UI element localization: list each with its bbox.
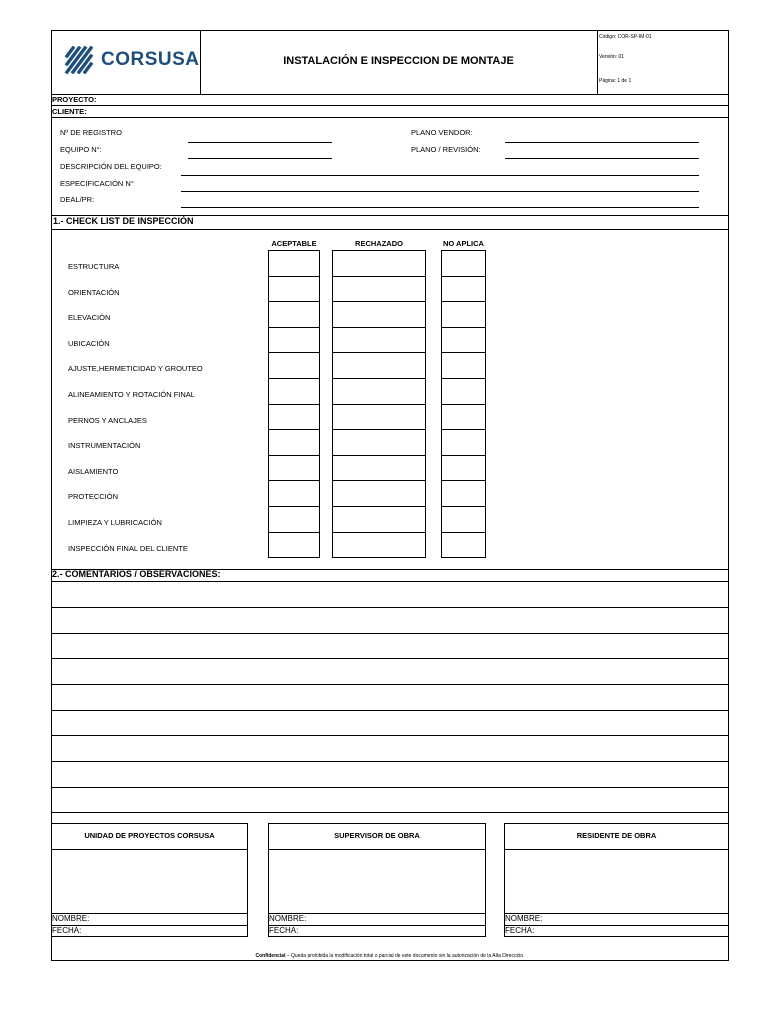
registro-label: Nº DE REGISTRO: [60, 128, 122, 137]
checklist-item-label: UBICACIÓN: [68, 338, 110, 348]
comment-line[interactable]: [51, 684, 729, 685]
signature-nombre-supervisor: NOMBRE:: [269, 914, 307, 923]
registro-field[interactable]: [188, 142, 332, 143]
plano-revision-label: PLANO / REVISIÓN:: [411, 145, 481, 154]
proyecto-line: [51, 105, 729, 106]
checkbox-aceptable[interactable]: [268, 327, 320, 354]
signature-title-supervisor: SUPERVISOR DE OBRA: [334, 831, 420, 840]
comment-line[interactable]: [51, 607, 729, 608]
checklist-item-label: PERNOS Y ANCLAJES: [68, 415, 147, 425]
document-title: INSTALACIÓN E INSPECCION DE MONTAJE: [283, 55, 514, 67]
checklist-item-label: ORIENTACIÓN: [68, 287, 120, 297]
checkbox-no-aplica[interactable]: [441, 532, 486, 559]
header-bottom-line: [51, 94, 729, 95]
signature-title-line-residente: [504, 849, 729, 850]
checkbox-aceptable[interactable]: [268, 404, 320, 431]
checkbox-aceptable[interactable]: [268, 276, 320, 303]
especificacion-label: ESPECIFICACIÓN N°: [60, 179, 134, 188]
checkbox-rechazado[interactable]: [332, 480, 426, 507]
signature-title-line-corsusa: [51, 849, 248, 850]
checkbox-rechazado[interactable]: [332, 378, 426, 405]
comment-line[interactable]: [51, 710, 729, 711]
checkbox-aceptable[interactable]: [268, 506, 320, 533]
checkbox-no-aplica[interactable]: [441, 506, 486, 533]
plano-vendor-label: PLANO VENDOR:: [411, 128, 473, 137]
footer-text: – Queda prohibida la modificación total o parcial de este documento sin la autorización de la Alta Dirección.: [285, 953, 525, 959]
checklist-item-label: ALINEAMIENTO Y ROTACIÓN FINAL: [68, 390, 195, 399]
signature-title-corsusa: UNIDAD DE PROYECTOS CORSUSA: [84, 831, 215, 840]
checkbox-aceptable[interactable]: [268, 429, 320, 456]
checkbox-no-aplica[interactable]: [441, 327, 486, 354]
checklist-title-line: [51, 229, 729, 230]
checkbox-no-aplica[interactable]: [441, 301, 486, 328]
signature-title-residente: RESIDENTE DE OBRA: [576, 831, 657, 840]
cliente-line: [51, 117, 729, 118]
plano-revision-field[interactable]: [505, 158, 699, 159]
checkbox-aceptable[interactable]: [268, 455, 320, 482]
col-aceptable: ACEPTABLE: [271, 239, 317, 248]
equipo-field[interactable]: [188, 158, 332, 159]
checklist-item-label: INSPECCIÓN FINAL DEL CLIENTE: [68, 543, 188, 553]
checkbox-rechazado[interactable]: [332, 506, 426, 533]
signature-date-line-supervisor: [268, 925, 486, 926]
checklist-item-label: AJUSTE,HERMETICIDAD Y GROUTEO: [68, 364, 203, 374]
comment-line[interactable]: [51, 581, 729, 582]
checklist-item-label: ESTRUCTURA: [68, 262, 120, 271]
checkbox-rechazado[interactable]: [332, 455, 426, 482]
col-no-aplica: NO APLICA: [443, 239, 484, 248]
comment-line[interactable]: [51, 633, 729, 634]
corsusa-logo-icon: [64, 45, 98, 77]
signature-fecha-residente: FECHA:: [505, 926, 535, 935]
checklist-item-label: LIMPIEZA Y LUBRICACIÓN: [68, 518, 162, 527]
header-divider-meta: [597, 30, 598, 94]
equipo-label: EQUIPO N°:: [60, 145, 102, 154]
checkbox-aceptable[interactable]: [268, 378, 320, 405]
checkbox-no-aplica[interactable]: [441, 378, 486, 405]
signature-fecha-corsusa: FECHA:: [52, 926, 82, 935]
checkbox-no-aplica[interactable]: [441, 404, 486, 431]
checklist-item-label: PROTECCIÓN: [68, 492, 119, 502]
checkbox-rechazado[interactable]: [332, 404, 426, 431]
deal-label: DEAL/PR:: [60, 195, 95, 204]
checkbox-no-aplica[interactable]: [441, 429, 486, 456]
checkbox-rechazado[interactable]: [332, 250, 426, 277]
checkbox-aceptable[interactable]: [268, 532, 320, 559]
checkbox-no-aplica[interactable]: [441, 455, 486, 482]
checklist-item-label: AISLAMIENTO: [68, 466, 119, 476]
signature-fecha-supervisor: FECHA:: [269, 926, 299, 935]
plano-vendor-field[interactable]: [505, 142, 699, 143]
footer-note: [51, 953, 729, 959]
comment-line[interactable]: [51, 735, 729, 736]
checkbox-rechazado[interactable]: [332, 301, 426, 328]
signature-title-line-supervisor: [268, 849, 486, 850]
checkbox-aceptable[interactable]: [268, 480, 320, 507]
signature-nombre-residente: NOMBRE:: [505, 914, 543, 923]
checkbox-rechazado[interactable]: [332, 532, 426, 559]
checkbox-no-aplica[interactable]: [441, 480, 486, 507]
company-logo: [64, 45, 200, 79]
proyecto-label: PROYECTO:: [52, 95, 97, 104]
signature-nombre-corsusa: NOMBRE:: [52, 914, 90, 923]
descripcion-label: DESCRIPCIÓN DEL EQUIPO:: [60, 162, 162, 171]
checkbox-no-aplica[interactable]: [441, 250, 486, 277]
checkbox-rechazado[interactable]: [332, 352, 426, 379]
comment-line[interactable]: [51, 787, 729, 788]
signature-date-line-residente: [504, 925, 729, 926]
descripcion-field[interactable]: [181, 175, 699, 176]
comment-line[interactable]: [51, 812, 729, 813]
checklist-item-label: ELEVACIÓN: [68, 313, 111, 323]
comment-line[interactable]: [51, 658, 729, 659]
checkbox-aceptable[interactable]: [268, 352, 320, 379]
checkbox-no-aplica[interactable]: [441, 352, 486, 379]
col-rechazado: RECHAZADO: [355, 239, 403, 248]
checkbox-rechazado[interactable]: [332, 327, 426, 354]
document-code: Código: COR-SP-IM-01: [599, 34, 652, 40]
document-version: Versión: 01: [599, 54, 625, 60]
footer-confidential: Confidencial: [255, 953, 286, 959]
company-name: CORSUSA: [101, 49, 200, 70]
document-page: Página: 1 de 1: [599, 78, 632, 84]
checkbox-no-aplica[interactable]: [441, 276, 486, 303]
comment-line[interactable]: [51, 761, 729, 762]
cliente-label: CLIENTE:: [52, 107, 87, 116]
checkbox-aceptable[interactable]: [268, 250, 320, 277]
comments-title: 2.- COMENTARIOS / OBSERVACIONES:: [52, 569, 221, 579]
especificacion-field[interactable]: [181, 191, 699, 192]
deal-field[interactable]: [181, 207, 699, 208]
checklist-item-label: INSTRUMENTACIÓN: [68, 441, 141, 451]
checkbox-aceptable[interactable]: [268, 301, 320, 328]
checkbox-rechazado[interactable]: [332, 276, 426, 303]
checklist-title: 1.- CHECK LIST DE INSPECCIÓN: [53, 216, 194, 226]
checkbox-rechazado[interactable]: [332, 429, 426, 456]
